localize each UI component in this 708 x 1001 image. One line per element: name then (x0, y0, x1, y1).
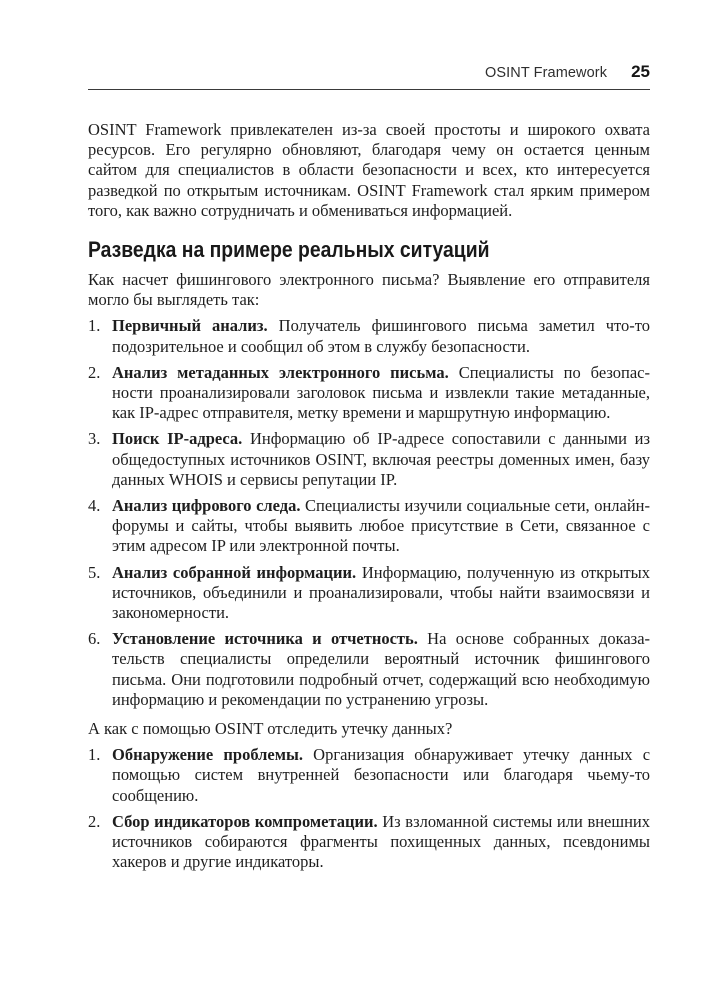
step-number: 5. (88, 562, 101, 582)
step-text: Информацию, полученную из открытых источников, объединили и проанализировали, чтобы найти взаимосвязи и закономерности. (112, 562, 650, 623)
step-text: Информацию об IP-адресе сопоставили с данными из общедоступных источников OSINT, включая реестры доменных имен, базу данных WHOIS и сервисы репутации IP. (112, 429, 651, 489)
list-item (88, 496, 650, 557)
step-text: Получатель фишингового письма заметил что-то подозрительное и сообщил об этом в службу безопасности. (112, 316, 650, 356)
step-title: Анализ цифрового следа. (112, 496, 301, 516)
step-title: Первичный анализ. (112, 316, 268, 336)
step-body (112, 563, 650, 624)
section-heading: Разведка на примере реальных ситуаций (88, 237, 490, 263)
intro-paragraph: OSINT Framework привлекателен из-за своей простоты и широкого охвата ресурсов. Его регулярно обновляют, благодаря чему он остается ценным сайтом для специалистов в области безопасности и всех, кто интересуется разведкой по открытым источникам. OSINT Framework стал ярким примером того, как важно сотрудничать и обмениваться информацией. (88, 120, 650, 220)
step-body (112, 363, 650, 424)
lead-paragraph: Как насчет фишингового электронного письма? Выявление его отправителя могло бы выглядеть так: (88, 270, 650, 310)
running-title: OSINT Framework (484, 65, 608, 81)
list-item (88, 363, 650, 424)
step-title: Обнаружение проблемы. (112, 745, 303, 765)
list-item (88, 629, 650, 710)
step-text: Специалисты изучили социальные сети, онлайн-форумы и сайты, чтобы выявить любое присутствие в Сети, связанное с этим адресом IP или электронной почты. (112, 496, 650, 556)
step-body (112, 812, 650, 873)
list-item (88, 812, 650, 873)
step-number: 3. (88, 429, 101, 449)
step-title: Анализ метаданных электронного письма. (112, 362, 449, 382)
page-content (88, 62, 650, 873)
list-item (88, 745, 650, 806)
step-number: 2. (88, 362, 101, 382)
step-body (112, 429, 650, 490)
step-number: 2. (88, 811, 101, 831)
step-text: На основе собранных доказательств специалисты определили вероятный источник фишингового письма. Они подготовили подробный отчет, содержащий всю необходимую информацию и рекомендации по устранению угрозы. (112, 629, 651, 709)
step-title: Сбор индикаторов компрометации. (112, 811, 378, 831)
step-number: 6. (88, 629, 101, 649)
step-number: 1. (88, 745, 101, 765)
step-text: Организация обнаруживает утечку данных с помощью систем внутренней безопасности или благодаря чьему-то сообщению. (112, 745, 651, 805)
step-body (112, 496, 650, 557)
step-body (112, 316, 650, 356)
phishing-steps-list (88, 316, 650, 710)
list-item (88, 316, 650, 356)
step-number: 4. (88, 496, 101, 516)
leak-steps-list (88, 745, 650, 872)
step-title: Анализ собранной информации. (112, 562, 357, 582)
page-number: 25 (631, 62, 650, 81)
running-header (88, 62, 650, 90)
step-number: 1. (88, 316, 101, 336)
leak-question-paragraph: А как с помощью OSINT отследить утечку данных? (88, 719, 453, 739)
step-body (112, 745, 650, 806)
step-title: Установление источника и отчетность. (112, 629, 418, 649)
step-text: Из взломанной системы или внешних источников собираются фрагменты похищенных данных, псевдонимы хакеров и другие индикаторы. (112, 811, 650, 872)
step-text: Специалисты по безопасности проанализировали заголовок письма и извлекли такие метаданные, как IP-адрес отправителя, метку времени и маршрутную информацию. (112, 362, 651, 423)
step-body (112, 629, 650, 710)
step-title: Поиск IP-адреса. (112, 429, 243, 449)
list-item (88, 563, 650, 624)
list-item (88, 429, 650, 490)
